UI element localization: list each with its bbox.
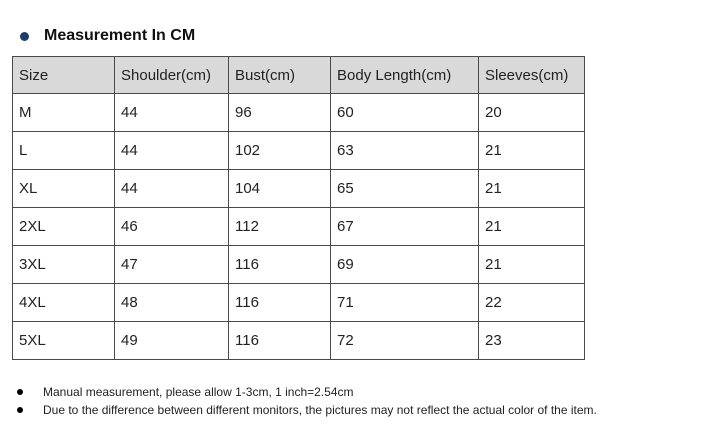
cell-sleeves: 21: [479, 246, 585, 284]
notes-list: [14, 383, 597, 419]
cell-size: 5XL: [13, 322, 115, 360]
column-header-body-length: Body Length(cm): [331, 57, 479, 94]
cell-bust: 96: [229, 94, 331, 132]
cell-sleeves: 22: [479, 284, 585, 322]
table-row: [13, 284, 585, 322]
table-row: [13, 246, 585, 284]
table-row: [13, 208, 585, 246]
cell-bust: 102: [229, 132, 331, 170]
table-row: [13, 94, 585, 132]
cell-bust: 116: [229, 284, 331, 322]
cell-sleeves: 21: [479, 208, 585, 246]
column-header-bust: Bust(cm): [229, 57, 331, 94]
bullet-icon: [20, 32, 29, 41]
cell-bust: 112: [229, 208, 331, 246]
table-row: [13, 322, 585, 360]
cell-shoulder: 44: [115, 94, 229, 132]
size-chart-table: [12, 56, 585, 360]
column-header-sleeves: Sleeves(cm): [479, 57, 585, 94]
cell-shoulder: 47: [115, 246, 229, 284]
cell-bust: 116: [229, 246, 331, 284]
section-title: Measurement In CM: [44, 27, 196, 44]
note-item: [14, 383, 597, 401]
cell-body-length: 67: [331, 208, 479, 246]
note-text: Manual measurement, please allow 1-3cm, 1 inch=2.54cm: [43, 385, 354, 399]
cell-size: XL: [13, 170, 115, 208]
table-row: [13, 170, 585, 208]
cell-sleeves: 21: [479, 132, 585, 170]
column-header-shoulder: Shoulder(cm): [115, 57, 229, 94]
cell-size: L: [13, 132, 115, 170]
cell-body-length: 65: [331, 170, 479, 208]
section-heading: [20, 26, 195, 46]
note-item: [14, 401, 597, 419]
cell-size: 3XL: [13, 246, 115, 284]
cell-body-length: 72: [331, 322, 479, 360]
cell-sleeves: 21: [479, 170, 585, 208]
bullet-icon: [17, 389, 23, 395]
cell-body-length: 69: [331, 246, 479, 284]
column-header-size: Size: [13, 57, 115, 94]
cell-bust: 104: [229, 170, 331, 208]
cell-shoulder: 46: [115, 208, 229, 246]
cell-body-length: 63: [331, 132, 479, 170]
cell-size: 2XL: [13, 208, 115, 246]
cell-bust: 116: [229, 322, 331, 360]
table-header-row: [13, 57, 585, 94]
note-text: Due to the difference between different monitors, the pictures may not reflect the actual color of the item.: [43, 403, 597, 417]
cell-body-length: 71: [331, 284, 479, 322]
cell-body-length: 60: [331, 94, 479, 132]
cell-shoulder: 48: [115, 284, 229, 322]
cell-sleeves: 23: [479, 322, 585, 360]
cell-shoulder: 44: [115, 170, 229, 208]
bullet-icon: [17, 407, 23, 413]
cell-shoulder: 44: [115, 132, 229, 170]
table-row: [13, 132, 585, 170]
cell-size: M: [13, 94, 115, 132]
cell-size: 4XL: [13, 284, 115, 322]
cell-sleeves: 20: [479, 94, 585, 132]
cell-shoulder: 49: [115, 322, 229, 360]
